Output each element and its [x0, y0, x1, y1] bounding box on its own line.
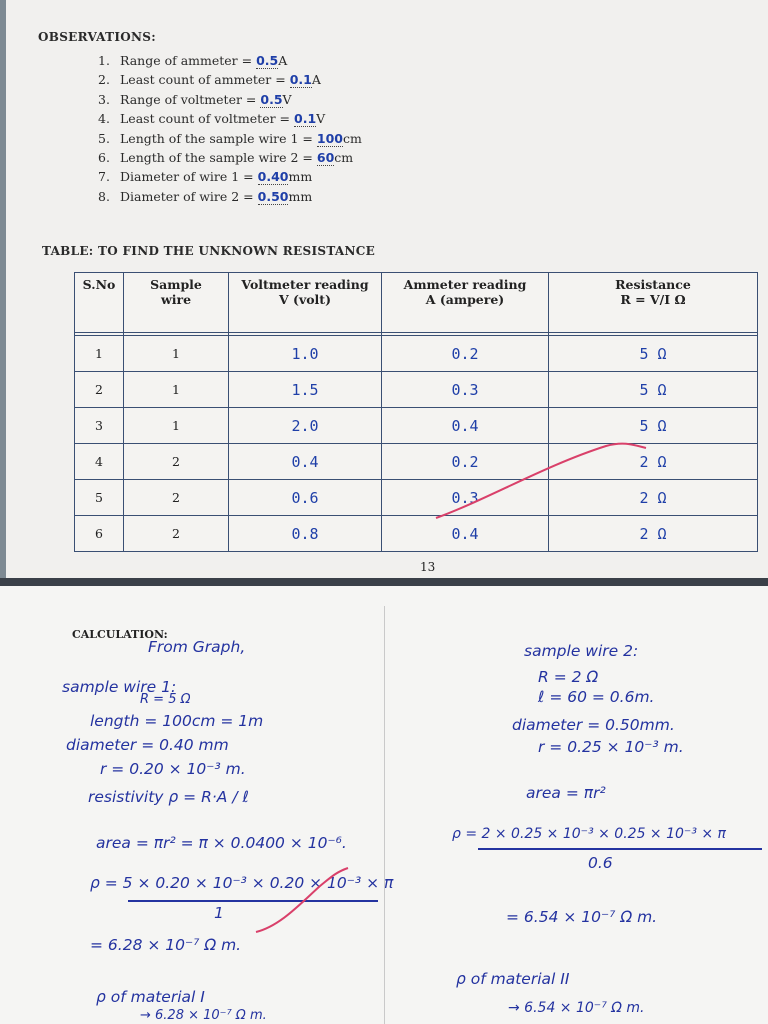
- area-wire-1: area = πr² = π × 0.0400 × 10⁻⁶.: [96, 834, 347, 852]
- resistance-wire-2: R = 2 Ω: [538, 668, 599, 686]
- material-1-label: ρ of material I: [96, 988, 205, 1006]
- rho-denominator-1: 1: [214, 904, 224, 922]
- sample-wire-1-label: sample wire 1:: [62, 678, 177, 696]
- calculation-heading: CALCULATION:: [72, 628, 168, 641]
- table-row: 4 2 0.4 0.2 2 Ω: [75, 444, 758, 480]
- rho-numerator-1: ρ = 5 × 0.20 × 10⁻³ × 0.20 × 10⁻³ × π: [90, 874, 394, 892]
- worksheet-page-bottom: [0, 586, 768, 1024]
- header-sno: S.No: [75, 273, 124, 333]
- material-1-value: → 6.28 × 10⁻⁷ Ω m.: [140, 1008, 267, 1023]
- observation-item: 2. Least count of ammeter = 0.1A: [98, 72, 321, 88]
- table-row: 3 1 2.0 0.4 5 Ω: [75, 408, 758, 444]
- resistance-wire-1: R = 5 Ω: [140, 692, 191, 707]
- table-row: 2 1 1.5 0.3 5 Ω: [75, 372, 758, 408]
- observation-item: 8. Diameter of wire 2 = 0.50mm: [98, 188, 313, 204]
- observation-item: 5. Length of the sample wire 1 = 100cm: [98, 130, 362, 146]
- page-gap: [0, 578, 768, 586]
- rho-numerator-2: ρ = 2 × 0.25 × 10⁻³ × 0.25 × 10⁻³ × π: [452, 826, 726, 842]
- table-row: 6 2 0.8 0.4 2 Ω: [75, 516, 758, 552]
- from-graph-text: From Graph,: [148, 638, 246, 656]
- observation-item: 3. Range of voltmeter = 0.5V: [98, 91, 292, 107]
- table-row: 5 2 0.6 0.3 2 Ω: [75, 480, 758, 516]
- worksheet-page-top: [6, 0, 768, 578]
- length-wire-1: length = 100cm = 1m: [90, 712, 264, 730]
- observations-heading: OBSERVATIONS:: [38, 30, 156, 44]
- area-wire-2: area = πr²: [526, 784, 606, 802]
- diameter-wire-2: diameter = 0.50mm.: [512, 716, 675, 734]
- page-number: 13: [420, 560, 436, 574]
- resistivity-formula: resistivity ρ = R·A / ℓ: [88, 788, 249, 806]
- result-wire-2: = 6.54 × 10⁻⁷ Ω m.: [506, 908, 658, 926]
- header-ammeter: Ammeter reading A (ampere): [382, 273, 549, 333]
- table-row: 1 1 1.0 0.2 5 Ω: [75, 336, 758, 372]
- header-sample-wire: Sample wire: [124, 273, 229, 333]
- pen-stroke-mark: [0, 586, 768, 1024]
- rho-denominator-2: 0.6: [588, 854, 613, 872]
- material-2-value: → 6.54 × 10⁻⁷ Ω m.: [508, 1000, 645, 1016]
- material-2-label: ρ of material II: [456, 970, 570, 988]
- observation-item: 4. Least count of voltmeter = 0.1V: [98, 111, 326, 127]
- radius-wire-1: r = 0.20 × 10⁻³ m.: [100, 760, 246, 778]
- observation-item: 6. Length of the sample wire 2 = 60cm: [98, 149, 354, 165]
- observation-item: 1. Range of ammeter = 0.5A: [98, 53, 288, 68]
- length-wire-2: ℓ = 60 = 0.6m.: [538, 688, 655, 706]
- header-voltmeter: Voltmeter reading V (volt): [229, 273, 382, 333]
- diameter-wire-1: diameter = 0.40 mm: [66, 736, 229, 754]
- radius-wire-2: r = 0.25 × 10⁻³ m.: [538, 738, 684, 756]
- pen-stroke-mark: [6, 0, 768, 578]
- observation-item: 7. Diameter of wire 1 = 0.40mm: [98, 169, 313, 185]
- result-wire-1: = 6.28 × 10⁻⁷ Ω m.: [90, 936, 242, 954]
- table-heading: TABLE: TO FIND THE UNKNOWN RESISTANCE: [42, 244, 376, 258]
- sample-wire-2-label: sample wire 2:: [524, 642, 639, 660]
- header-resistance: Resistance R = V/I Ω: [549, 273, 758, 333]
